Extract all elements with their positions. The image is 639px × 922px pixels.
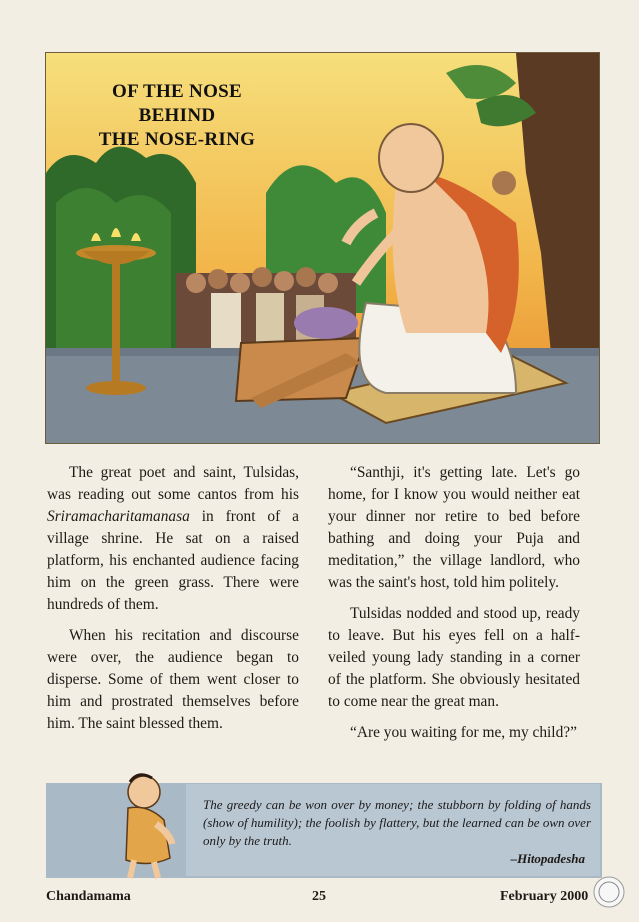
moral-text: The greedy can be won over by money; the stubborn by folding of hands (show of humility); the foolish by flattery, but the learned can be own over only by the truth. — [203, 797, 591, 848]
footer-page-number: 25 — [312, 889, 326, 904]
title-line: BEHIND — [138, 105, 216, 126]
paragraph: “Are you waiting for me, my child?” — [350, 724, 577, 741]
paragraph-text: The great poet and saint, Tulsidas, was reading out some cantos from his — [47, 464, 299, 503]
paragraph: “Santhji, it's getting late. Let's go home, for I know you would neither eat your dinner nor retire to bed before bathing and doing your Puja and meditation,” the village landlord, who was the saint's host, told him politely. — [328, 464, 580, 591]
paragraph — [47, 462, 299, 616]
stamp-icon — [592, 875, 626, 909]
paragraph-text: in front of a village shrine. He sat on a raised platform, his enchanted audience facing him on the green grass. There were hundreds of them. — [47, 508, 299, 613]
child-figure-icon — [108, 768, 188, 883]
story-title — [62, 80, 292, 152]
title-line: THE NOSE-RING — [98, 129, 256, 150]
right-column — [328, 462, 580, 753]
book-title: Sriramacharitamanasa — [47, 508, 190, 525]
paragraph: When his recitation and discourse were over, the audience began to disperse. Some of them went closer to him and prostrated themselves before him. The saint blessed them. — [47, 627, 299, 732]
title-line: OF THE NOSE — [111, 81, 242, 102]
left-column — [47, 462, 299, 744]
paragraph: Tulsidas nodded and stood up, ready to leave. But his eyes fell on a half-veiled young lady standing in a corner of the platform. She obviously hesitated to come near the great man. — [328, 605, 580, 710]
footer-magazine: Chandamama — [46, 889, 131, 904]
footer-issue: February 2000 — [500, 889, 589, 904]
moral-source: –Hitopadesha — [510, 851, 585, 866]
